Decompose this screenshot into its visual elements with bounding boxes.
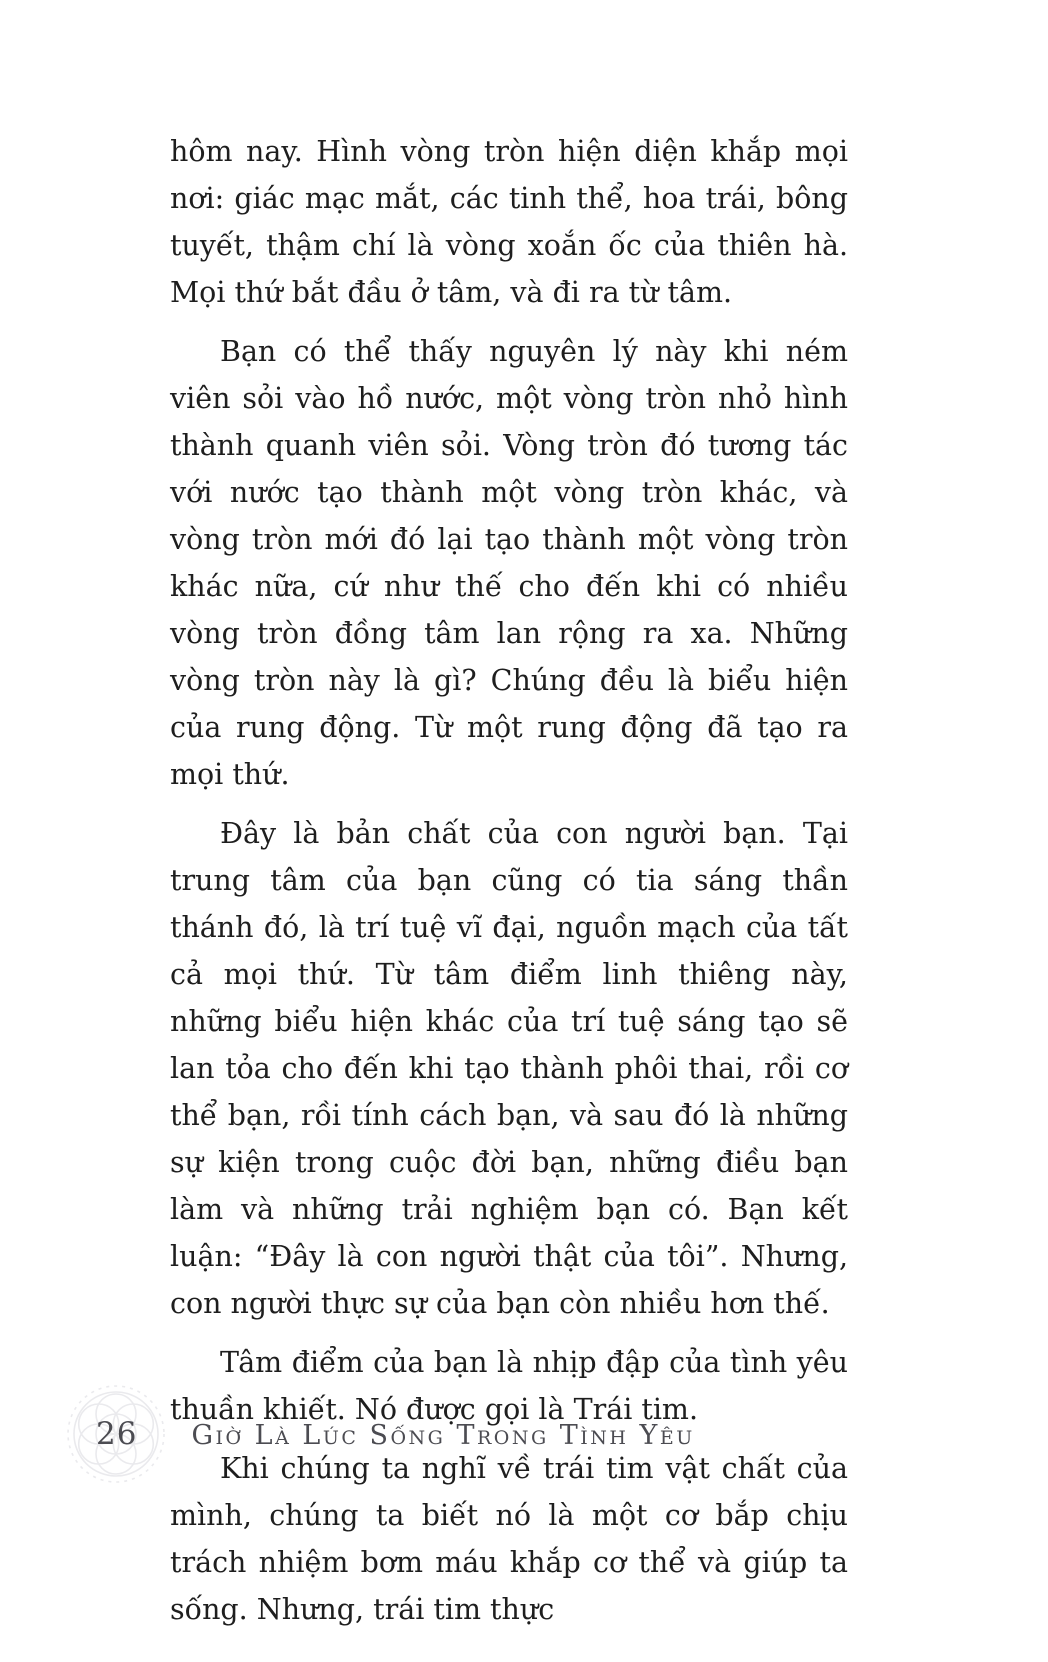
body-paragraph: Đây là bản chất của con người bạn. Tại trung tâm của bạn cũng có tia sáng thần thánh đó, là trí tuệ vĩ đại, nguồn mạch của tất cả mọi thứ. Từ tâm điểm linh thiêng này, những biểu hiện khác của trí tuệ sáng tạo sẽ lan tỏa cho đến khi tạo thành phôi thai, rồi cơ thể bạn, rồi tính cách bạn, và sau đó là những sự kiện trong cuộc đời bạn, những điều bạn làm và những trải nghiệm bạn có. Bạn kết luận: “Đây là con người thật của tôi”. Nhưng, con người thực sự của bạn còn nhiều hơn thế.	[170, 817, 848, 1320]
page-number: 26	[96, 1416, 138, 1452]
body-paragraph: hôm nay. Hình vòng tròn hiện diện khắp mọi nơi: giác mạc mắt, các tinh thể, hoa trái, bông tuyết, thậm chí là vòng xoắn ốc của thiên hà. Mọi thứ bắt đầu ở tâm, và đi ra từ tâm.	[170, 135, 848, 309]
body-paragraph: Khi chúng ta nghĩ về trái tim vật chất của mình, chúng ta biết nó là một cơ bắp chịu trách nhiệm bơm máu khắp cơ thể và giúp ta sống. Nhưng, trái tim thực	[170, 1452, 848, 1626]
body-paragraph: Tâm điểm của bạn là nhịp đập của tình yêu thuần khiết. Nó được gọi là Trái tim.	[170, 1346, 848, 1426]
book-title: Giờ Là Lúc Sống Trong Tình Yêu	[191, 1420, 695, 1451]
footer-line	[96, 1416, 695, 1452]
body-paragraph: Bạn có thể thấy nguyên lý này khi ném viên sỏi vào hồ nước, một vòng tròn nhỏ hình thành quanh viên sỏi. Vòng tròn đó tương tác với nước tạo thành một vòng tròn khác, và vòng tròn mới đó lại tạo thành một vòng tròn khác nữa, cứ như thế cho đến khi có nhiều vòng tròn đồng tâm lan rộng ra xa. Những vòng tròn này là gì? Chúng đều là biểu hiện của rung động. Từ một rung động đã tạo ra mọi thứ.	[170, 335, 848, 791]
page-footer	[0, 1402, 1048, 1522]
